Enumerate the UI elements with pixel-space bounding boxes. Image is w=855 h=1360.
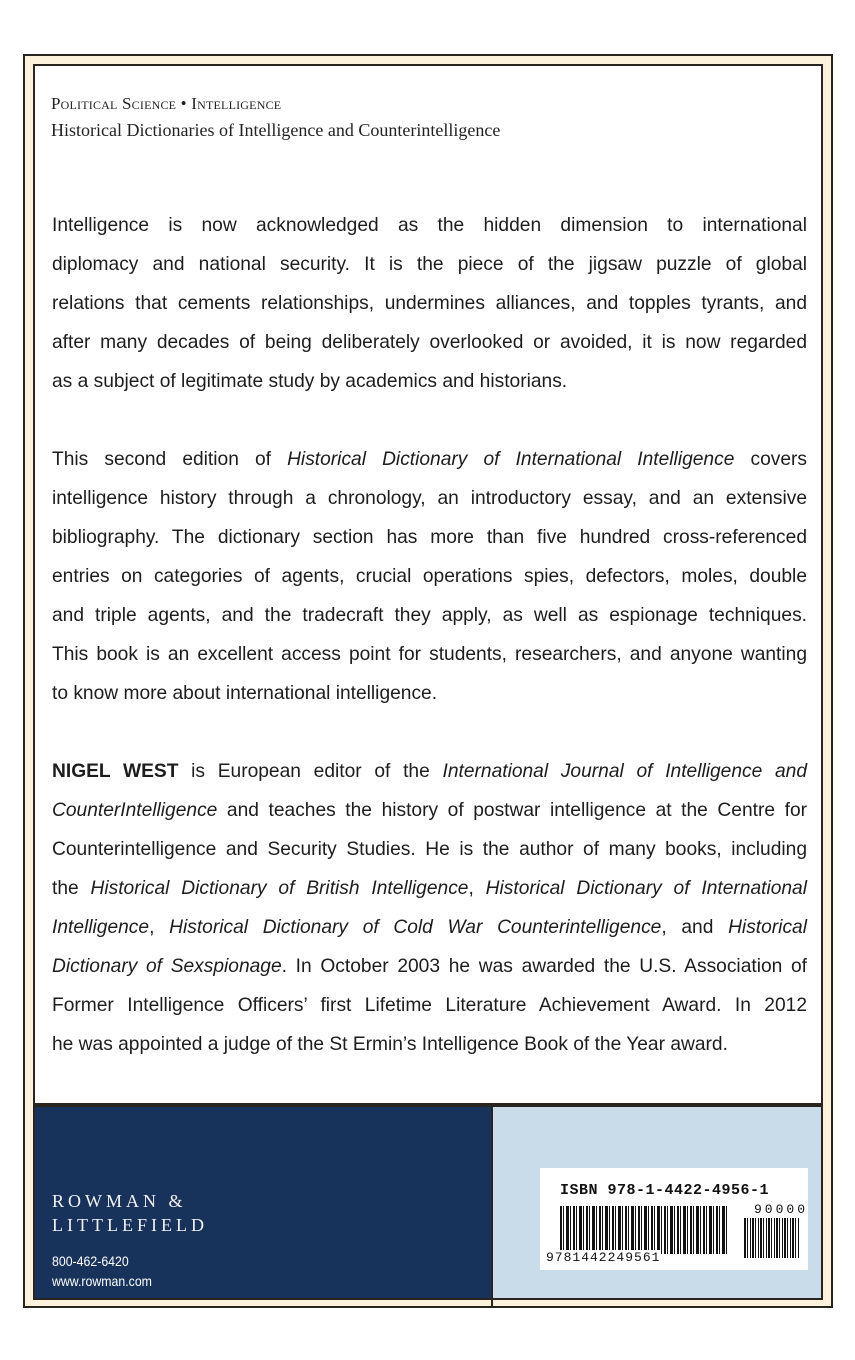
text-segment: , <box>468 878 486 899</box>
text-line <box>52 440 807 479</box>
paragraph <box>52 206 807 401</box>
italic-title: International Journal of Intelligence and <box>442 761 807 782</box>
cover-frame <box>23 54 833 1308</box>
panel-divider <box>491 1294 493 1306</box>
text-line <box>52 752 807 791</box>
ean-bars <box>560 1206 728 1254</box>
text-segment: is European editor of the <box>178 761 443 782</box>
text-segment: This book is an excellent access point for students, researchers, and anyone wanting <box>52 644 807 665</box>
text-segment: This second edition of <box>52 449 288 470</box>
author-name: NIGEL WEST <box>52 761 179 782</box>
text-segment: Counterintelligence and Security Studies. He is the author of many books, including <box>52 839 807 860</box>
text-line <box>52 557 807 596</box>
italic-title: Dictionary of Sexspionage <box>52 956 282 977</box>
text-line <box>52 362 807 401</box>
text-segment: , and <box>661 917 729 938</box>
italic-title: CounterIntelligence <box>52 800 218 821</box>
text-segment: . In October 2003 he was awarded the U.S. Association of <box>281 956 807 977</box>
publisher-phone: 800-462-6420 <box>52 1253 129 1269</box>
description-text <box>52 206 807 1103</box>
publisher-website: www.rowman.com <box>52 1273 152 1289</box>
text-segment: intelligence history through a chronology, an introductory essay, and an extensive <box>52 488 807 509</box>
text-segment: entries on categories of agents, crucial operations spies, defectors, moles, double <box>52 566 807 587</box>
text-segment: bibliography. The dictionary section has more than five hundred cross-referenced <box>52 527 807 548</box>
text-segment: covers <box>734 449 807 470</box>
text-line <box>52 479 807 518</box>
text-segment: Intelligence is now acknowledged as the hidden dimension to international <box>52 215 807 236</box>
italic-title: Historical <box>728 917 807 938</box>
text-line <box>52 908 807 947</box>
price-bars <box>744 1218 800 1258</box>
text-line <box>52 518 807 557</box>
text-line <box>52 830 807 869</box>
text-segment: diplomacy and national security. It is the piece of the jigsaw puzzle of global <box>52 254 807 275</box>
barcode <box>540 1168 808 1270</box>
text-line <box>52 791 807 830</box>
italic-title: Historical Dictionary of British Intelligence <box>90 878 469 899</box>
text-segment: and teaches the history of postwar intelligence at the Centre for <box>217 800 807 821</box>
text-line <box>52 245 807 284</box>
ean-digits: 9781442249561 <box>546 1250 661 1265</box>
text-line <box>52 206 807 245</box>
italic-title: Historical Dictionary of International Intelligence <box>287 449 735 470</box>
publisher-name-line2: LITTLEFIELD <box>52 1215 208 1235</box>
text-segment: and triple agents, and the tradecraft they apply, as well as espionage techniques. <box>52 605 807 626</box>
price-code: 90000 <box>754 1202 809 1217</box>
text-segment: as a subject of legitimate study by academics and historians. <box>52 371 568 392</box>
italic-title: Intelligence <box>52 917 150 938</box>
text-line <box>52 635 807 674</box>
text-line <box>52 284 807 323</box>
header-panel <box>33 64 823 162</box>
italic-title: Historical Dictionary of International <box>485 878 807 899</box>
text-line <box>52 947 807 986</box>
text-line <box>52 674 807 713</box>
text-segment: to know more about international intelligence. <box>52 683 438 704</box>
text-line <box>52 1025 807 1064</box>
text-line <box>52 323 807 362</box>
text-line <box>52 986 807 1025</box>
text-segment: Former Intelligence Officers’ first Lifetime Literature Achievement Award. In 2012 <box>52 995 807 1016</box>
text-line <box>52 596 807 635</box>
publisher-name-line1: ROWMAN & <box>52 1191 187 1211</box>
publisher-panel <box>33 1105 493 1300</box>
italic-title: Historical Dictionary of Cold War Counterintelligence <box>169 917 662 938</box>
text-segment: relations that cements relationships, undermines alliances, and topples tyrants, and <box>52 293 807 314</box>
description-panel <box>33 160 823 1105</box>
text-segment: the <box>52 878 91 899</box>
paragraph <box>52 752 807 1064</box>
text-segment: , <box>149 917 170 938</box>
barcode-panel <box>491 1105 823 1300</box>
category-label: Political Science • Intelligence <box>51 94 282 113</box>
isbn-text: ISBN 978-1-4422-4956-1 <box>560 1182 770 1199</box>
text-line <box>52 869 807 908</box>
text-segment: he was appointed a judge of the St Ermin’s Intelligence Book of the Year award. <box>52 1034 728 1055</box>
text-segment: after many decades of being deliberately overlooked or avoided, it is now regarded <box>52 332 807 353</box>
paragraph <box>52 440 807 713</box>
series-label: Historical Dictionaries of Intelligence and Counterintelligence <box>51 120 501 140</box>
